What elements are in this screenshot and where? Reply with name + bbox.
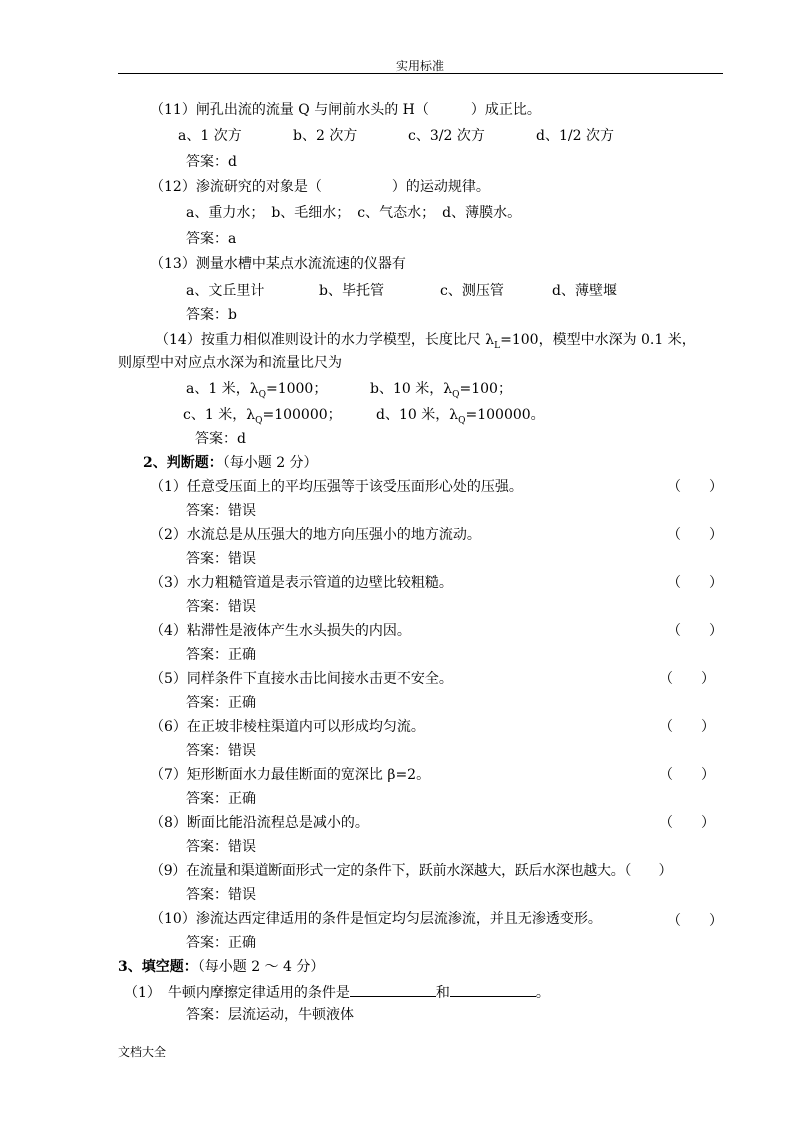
q13-option-b: b、毕托管: [319, 283, 384, 299]
q14-d-tail: =100000。: [465, 407, 545, 423]
q14-b-tail: =100；: [459, 381, 512, 397]
fill-q1-answer: 答案：层流运动，牛顿液体: [186, 1007, 354, 1023]
q13-option-d: d、薄壁堰: [552, 283, 617, 299]
judge-paren: （ ）: [667, 575, 723, 591]
header-rule: [118, 73, 723, 74]
judge-answer: 答案：正确: [186, 935, 256, 951]
judge-paren: （ ）: [659, 767, 715, 783]
judge-question: （9）在流量和渠道断面形式一定的条件下，跃前水深越大，跃后水深也越大。（ ）: [150, 863, 673, 879]
judge-answer: 答案：错误: [186, 503, 256, 519]
q14-stem-text: （14）按重力相似准则设计的水力学模型，长度比尺 λ: [155, 332, 495, 348]
judge-answer: 答案：正确: [186, 695, 256, 711]
q14-b-sub: Q: [452, 389, 460, 400]
q14-answer: 答案：d: [195, 431, 246, 447]
q13-option-a: a、文丘里计: [186, 283, 265, 299]
q14-stem-tail: =100，模型中水深为 0.1 米，: [500, 332, 696, 348]
fill-q1-end: 。: [535, 985, 550, 1001]
judge-answer: 答案：错误: [186, 551, 256, 567]
fill-q1-and: 和: [435, 985, 450, 1001]
judge-question: （2）水流总是从压强大的地方向压强小的地方流动。: [150, 527, 481, 543]
fill-q1-blank-2: [450, 982, 536, 997]
section-3-note: （每小题 2 ～ 4 分）: [197, 959, 325, 975]
question-14-line2: 则原型中对应点水深为和流量比尺为: [118, 355, 342, 371]
q14-a-text: a、1 米，λ: [186, 381, 259, 397]
q14-b-text: b、10 米，λ: [370, 381, 453, 397]
judge-question: （4）粘滞性是液体产生水头损失的内因。: [150, 623, 411, 639]
judge-question: （3）水力粗糙管道是表示管道的边壁比较粗糙。: [150, 575, 453, 591]
q14-option-b: [370, 379, 512, 405]
judge-answer: 答案：正确: [186, 791, 256, 807]
q14-stem-subscript: L: [494, 340, 501, 351]
section-3-title: [118, 957, 324, 977]
judge-answer: 答案：错误: [186, 887, 256, 903]
page-footer: 文档大全: [118, 1045, 167, 1059]
q11-answer: 答案：d: [186, 154, 237, 170]
judge-answer: 答案：正确: [186, 647, 256, 663]
judge-answer: 答案：错误: [186, 839, 256, 855]
section-3-number: 3、填空题：: [118, 959, 198, 975]
section-2-note: （每小题 2 分）: [222, 455, 318, 471]
judge-question: （7）矩形断面水力最佳断面的宽深比 β=2。: [150, 767, 431, 783]
section-2-number: 2、判断题：: [143, 455, 223, 471]
q14-d-sub: Q: [458, 415, 466, 426]
q14-d-text: d、10 米，λ: [376, 407, 459, 423]
q11-option-c: c、3/2 次方: [408, 128, 485, 144]
q11-option-d: d、1/2 次方: [536, 128, 614, 144]
q14-option-a: [186, 379, 327, 405]
q12-options: a、重力水； b、毛细水； c、气态水； d、薄膜水。: [186, 205, 522, 221]
q14-a-tail: =1000；: [265, 381, 328, 397]
judge-question: （1）任意受压面上的平均压强等于该受压面形心处的压强。: [150, 479, 523, 495]
q14-c-sub: Q: [255, 415, 263, 426]
judge-paren: （ ）: [667, 913, 723, 929]
judge-question: （10）渗流达西定律适用的条件是恒定均匀层流渗流，并且无渗透变形。: [150, 911, 602, 927]
q12-answer: 答案：a: [186, 231, 237, 247]
judge-paren: （ ）: [667, 623, 723, 639]
judge-paren: （ ）: [659, 815, 715, 831]
judge-question: （6）在正坡非棱柱渠道内可以形成均匀流。: [150, 719, 425, 735]
q11-option-b: b、2 次方: [293, 128, 358, 144]
judge-paren: （ ）: [667, 479, 723, 495]
judge-paren: （ ）: [659, 671, 715, 687]
judge-paren: （ ）: [659, 719, 715, 735]
q13-option-c: c、测压管: [440, 283, 504, 299]
question-13: （13）测量水槽中某点水流流速的仪器有: [150, 256, 406, 272]
q14-option-c: [183, 405, 342, 431]
judge-paren: （ ）: [667, 527, 723, 543]
question-12: （12）渗流研究的对象是（ ）的运动规律。: [150, 179, 490, 195]
q13-answer: 答案：b: [186, 307, 237, 323]
q14-c-tail: =100000；: [262, 407, 342, 423]
page-header: 实用标准: [396, 59, 445, 73]
question-11: （11）闸孔出流的流量 Q 与闸前水头的 H（ ）成正比。: [150, 102, 541, 118]
fill-q1-blank-1: [350, 982, 436, 997]
q14-option-d: [376, 405, 545, 431]
question-14-line1: [155, 330, 696, 356]
judge-answer: 答案：错误: [186, 599, 256, 615]
q11-option-a: a、1 次方: [178, 128, 242, 144]
judge-answer: 答案：错误: [186, 743, 256, 759]
fill-question-1: [124, 982, 550, 1003]
judge-question: （5）同样条件下直接水击比间接水击更不安全。: [150, 671, 453, 687]
q14-a-sub: Q: [258, 389, 266, 400]
section-2-title: [143, 453, 318, 473]
fill-q1-text: （1） 牛顿内摩擦定律适用的条件是: [124, 985, 350, 1001]
judge-question: （8）断面比能沿流程总是减小的。: [150, 815, 369, 831]
q14-c-text: c、1 米，λ: [183, 407, 256, 423]
